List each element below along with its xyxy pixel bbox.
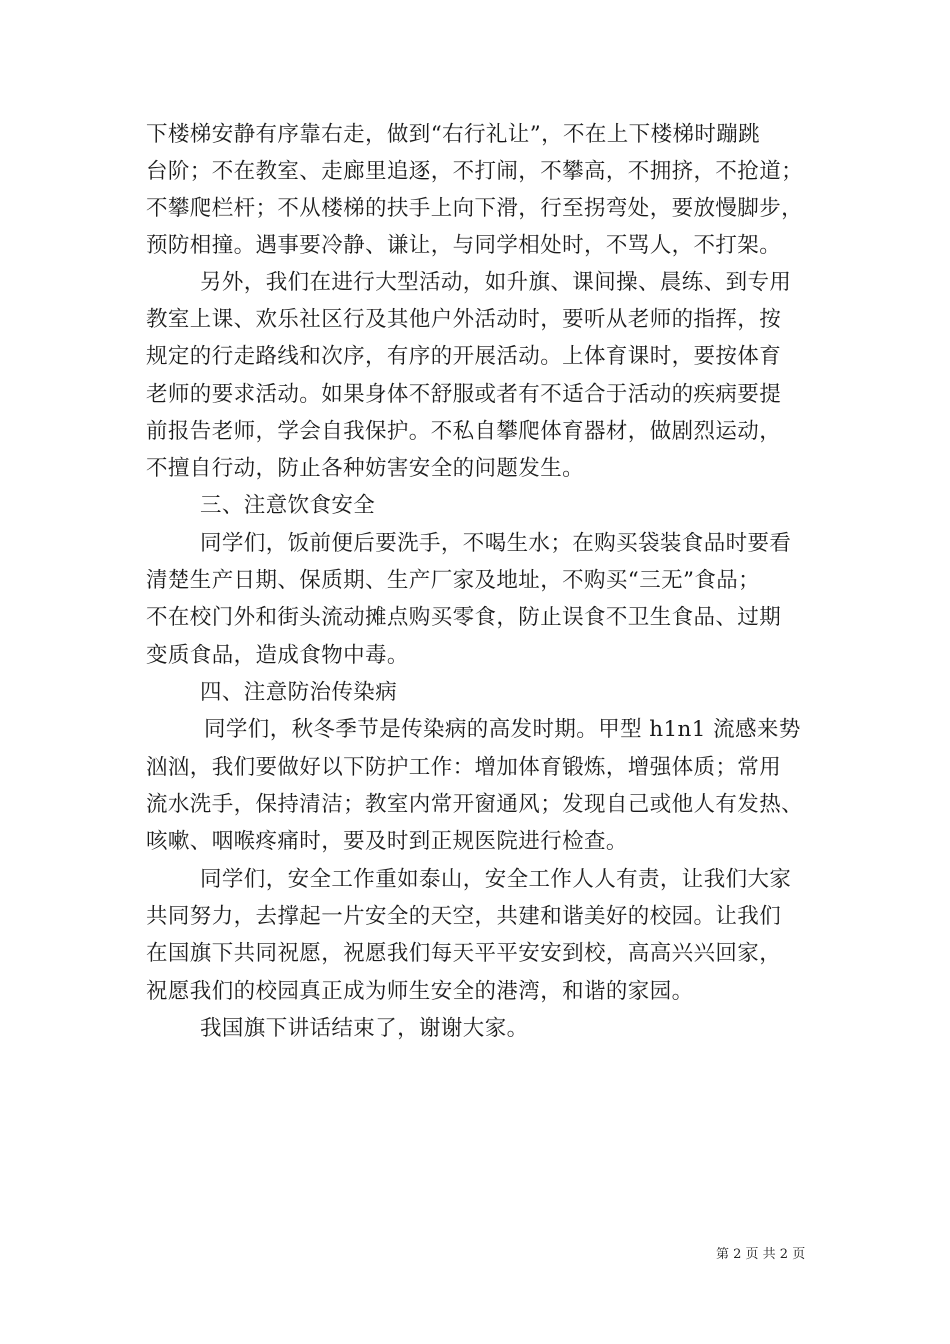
text-line: 规定的行走路线和次序，有序的开展活动。上体育课时，要按体育: [146, 344, 782, 369]
text-line: 咳嗽、咽喉疼痛时，要及时到正规医院进行检查。: [146, 829, 628, 854]
paragraph-first-line: 同学们，秋冬季节是传染病的高发时期。甲型 h1n1 流感来势: [204, 717, 801, 742]
text-line: 前报告老师，学会自我保护。不私自攀爬体育器材，做剧烈运动，: [146, 419, 782, 444]
page-number: 第 2 页 共 2 页: [716, 1247, 806, 1262]
text-line: 在国旗下共同祝愿，祝愿我们每天平平安安到校，高高兴兴回家，: [146, 941, 782, 966]
paragraph-first-line: 同学们，饭前便后要洗手，不喝生水；在购买袋装食品时要看: [200, 531, 792, 556]
text-line: 老师的要求活动。如果身体不舒服或者有不适合于活动的疾病要提: [146, 382, 782, 407]
text-line: 教室上课、欢乐社区行及其他户外活动时，要听从老师的指挥，按: [146, 307, 782, 332]
text-line: 汹汹，我们要做好以下防护工作：增加体育锻炼，增强体质；常用: [146, 755, 782, 780]
text-line: 变质食品，造成食物中毒。: [146, 643, 409, 668]
text-line: 祝愿我们的校园真正成为师生安全的港湾，和谐的家园。: [146, 979, 694, 1004]
section-heading: 三、注意饮食安全: [200, 493, 376, 518]
paragraph-first-line: 我国旗下讲话结束了，谢谢大家。: [200, 1016, 529, 1041]
paragraph-first-line: 另外，我们在进行大型活动，如升旗、课间操、晨练、到专用: [200, 270, 792, 295]
text-line: 不在校门外和街头流动摊点购买零食，防止误食不卫生食品、过期: [146, 605, 782, 630]
text-line: 下楼梯安静有序靠右走，做到“右行礼让”，不在上下楼梯时蹦跳: [146, 122, 761, 147]
text-line: 不擅自行动，防止各种妨害安全的问题发生。: [146, 456, 585, 481]
text-line: 预防相撞。遇事要冷静、谦让，与同学相处时，不骂人，不打架。: [146, 233, 782, 258]
section-heading: 四、注意防治传染病: [200, 680, 398, 705]
text-line: 共同努力，去撑起一片安全的天空，共建和谐美好的校园。让我们: [146, 904, 782, 929]
text-line: 台阶；不在教室、走廊里追逐，不打闹，不攀高，不拥挤，不抢道；: [146, 159, 804, 184]
text-line: 流水洗手，保持清洁；教室内常开窗通风；发现自己或他人有发热、: [146, 792, 804, 817]
text-line: 不攀爬栏杆；不从楼梯的扶手上向下滑，行至拐弯处，要放慢脚步，: [146, 196, 804, 221]
paragraph-first-line: 同学们，安全工作重如泰山，安全工作人人有责，让我们大家: [200, 867, 792, 892]
text-line: 清楚生产日期、保质期、生产厂家及地址，不购买“三无”食品；: [146, 568, 761, 593]
